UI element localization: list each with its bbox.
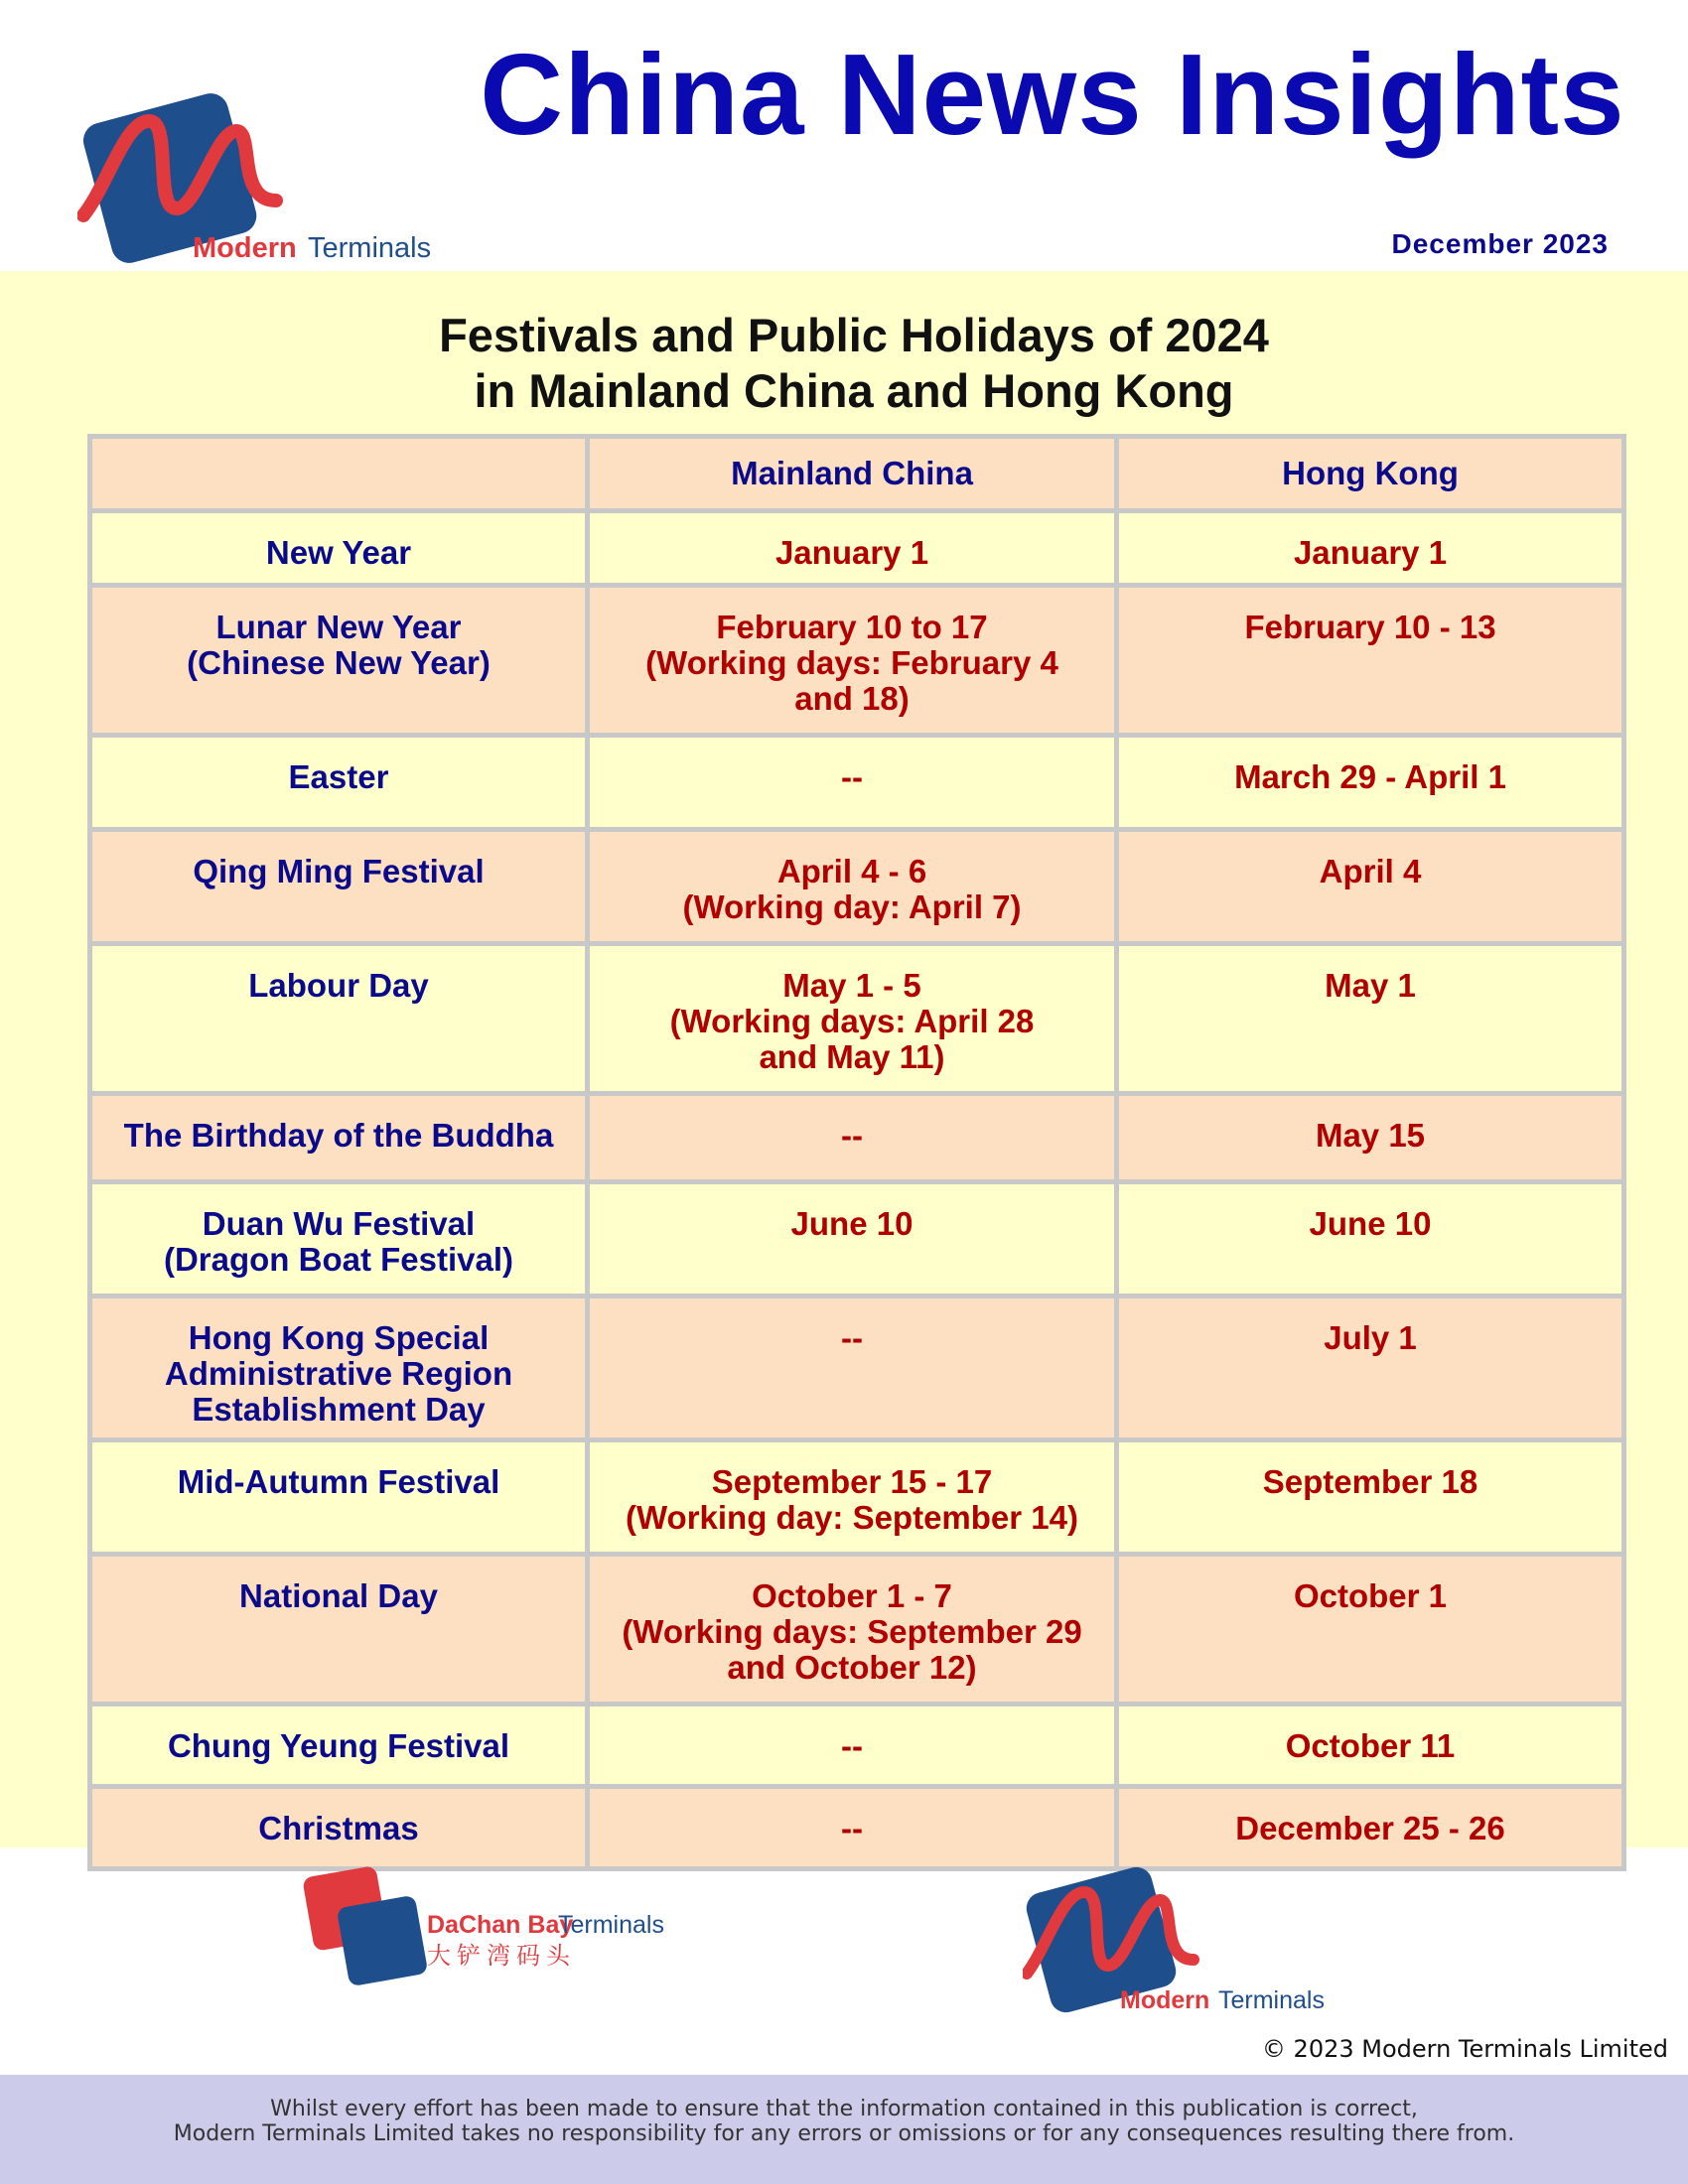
mainland-date-cell — [590, 1706, 1114, 1784]
table-row — [92, 1789, 1621, 1866]
table-row — [92, 1442, 1621, 1552]
logo-text-bold: Modern — [193, 232, 297, 264]
table-row — [92, 1298, 1621, 1437]
table-row — [92, 946, 1621, 1091]
hongkong-date-cell-line: July 1 — [1324, 1319, 1417, 1356]
festival-cell — [92, 1442, 585, 1552]
hongkong-date-cell — [1119, 588, 1621, 733]
hongkong-date-cell-line: May 15 — [1315, 1117, 1426, 1154]
festival-cell-line: New Year — [265, 534, 412, 571]
dachan-text-chinese: 大铲湾码头 — [427, 1942, 576, 1970]
mainland-date-cell-line: (Working day: September 14) — [626, 1499, 1078, 1536]
festival-cell-line: The Birthday of the Buddha — [123, 1117, 554, 1154]
page-title: China News Insights — [480, 30, 1625, 159]
hongkong-date-cell — [1119, 832, 1621, 941]
mainland-date-cell-line: May 1 - 5 — [782, 967, 921, 1004]
dachan-text-bold: DaChan Bay — [427, 1911, 574, 1939]
modern-terminals-bottom-logo — [1023, 1866, 1340, 2015]
heading-line-2: in Mainland China and Hong Kong — [474, 364, 1234, 417]
festival-cell — [92, 1789, 585, 1866]
mt-bottom-text-bold: Modern — [1120, 1986, 1210, 2014]
mt-bottom-text-rest: Terminals — [1218, 1986, 1325, 2014]
hongkong-date-cell-line: February 10 - 13 — [1244, 609, 1496, 645]
hongkong-date-cell — [1119, 513, 1621, 583]
mainland-date-cell-line: October 1 - 7 — [752, 1577, 952, 1614]
mainland-date-cell-line: (Working day: April 7) — [682, 888, 1022, 925]
table-header-row — [92, 439, 1621, 508]
festival-cell — [92, 1096, 585, 1179]
mainland-date-cell — [590, 738, 1114, 827]
festival-cell-line: (Dragon Boat Festival) — [163, 1241, 514, 1278]
hongkong-date-cell — [1119, 1442, 1621, 1552]
hongkong-date-cell-line: March 29 - April 1 — [1234, 758, 1506, 795]
festival-cell — [92, 946, 585, 1091]
festival-cell-line: Labour Day — [248, 967, 429, 1004]
festival-cell — [92, 738, 585, 827]
festival-cell-line: (Chinese New Year) — [187, 644, 491, 681]
hongkong-date-cell — [1119, 946, 1621, 1091]
dachan-navy-square-icon — [337, 1895, 429, 1987]
festival-cell-line: National Day — [239, 1577, 438, 1614]
table-row — [92, 1557, 1621, 1702]
mainland-date-cell-line: (Working days: September 29 — [622, 1613, 1082, 1650]
festival-cell-line: Hong Kong Special — [188, 1319, 490, 1356]
disclaimer-line-2: Modern Terminals Limited takes no responsibility for any errors or omissions or for any consequences resulting there from. — [173, 2121, 1515, 2146]
festival-cell-line: Lunar New Year — [215, 609, 462, 645]
hongkong-date-cell — [1119, 738, 1621, 827]
mainland-date-cell — [590, 1442, 1114, 1552]
mainland-date-cell-line: and 18) — [794, 680, 910, 717]
mainland-date-cell — [590, 832, 1114, 941]
mainland-date-cell — [590, 1096, 1114, 1179]
mainland-date-cell-line: June 10 — [790, 1205, 914, 1242]
disclaimer-footer — [0, 2075, 1688, 2184]
mainland-date-cell-line: -- — [841, 1117, 863, 1154]
hongkong-date-cell-line: May 1 — [1325, 967, 1416, 1004]
mainland-date-cell — [590, 946, 1114, 1091]
column-header-hongkong: Hong Kong — [1119, 439, 1621, 508]
festival-cell — [92, 588, 585, 733]
mainland-date-cell-line: September 15 - 17 — [711, 1463, 993, 1500]
hongkong-date-cell — [1119, 1706, 1621, 1784]
modern-terminals-logo — [77, 91, 435, 265]
mainland-date-cell — [590, 1298, 1114, 1437]
table-row — [92, 588, 1621, 733]
table-row — [92, 738, 1621, 827]
mainland-date-cell-line: -- — [841, 1319, 863, 1356]
dachan-bay-logo — [298, 1861, 695, 2010]
hongkong-date-cell-line: October 11 — [1285, 1727, 1456, 1764]
hongkong-date-cell-line: September 18 — [1262, 1463, 1478, 1500]
festival-cell — [92, 1706, 585, 1784]
mainland-date-cell-line: -- — [841, 1810, 863, 1846]
festival-cell — [92, 513, 585, 583]
mainland-date-cell — [590, 588, 1114, 733]
table-row — [92, 1184, 1621, 1294]
mainland-date-cell-line: February 10 to 17 — [716, 609, 988, 645]
festival-cell-line: Duan Wu Festival — [202, 1205, 476, 1242]
hongkong-date-cell — [1119, 1184, 1621, 1294]
table-row — [92, 1096, 1621, 1179]
hongkong-date-cell — [1119, 1096, 1621, 1179]
mainland-date-cell-line: (Working days: April 28 — [669, 1003, 1035, 1039]
table-row — [92, 513, 1621, 583]
mainland-date-cell-line: -- — [841, 1727, 863, 1764]
issue-date: December 2023 — [1391, 228, 1609, 259]
table-row — [92, 1706, 1621, 1784]
mainland-date-cell-line: (Working days: February 4 — [645, 644, 1058, 681]
mainland-date-cell-line: and October 12) — [727, 1649, 977, 1686]
logo-text-rest: Terminals — [308, 232, 432, 264]
festival-cell-line: Qing Ming Festival — [193, 853, 485, 889]
festival-cell-line: Chung Yeung Festival — [167, 1727, 510, 1764]
column-header-festival — [92, 439, 585, 508]
festival-cell-line: Administrative Region — [164, 1355, 513, 1392]
hongkong-date-cell-line: December 25 - 26 — [1235, 1810, 1505, 1846]
festival-cell-line: Easter — [288, 758, 389, 795]
copyright: © 2023 Modern Terminals Limited — [1261, 2035, 1668, 2063]
mainland-date-cell-line: -- — [841, 758, 863, 795]
dachan-text-rest: Terminals — [558, 1911, 664, 1939]
festival-cell — [92, 1184, 585, 1294]
festival-cell-line: Establishment Day — [192, 1391, 486, 1428]
section-heading — [0, 308, 1688, 419]
hongkong-date-cell-line: April 4 — [1319, 853, 1422, 889]
mainland-date-cell-line: April 4 - 6 — [776, 853, 927, 889]
festival-cell — [92, 1298, 585, 1437]
hongkong-date-cell-line: June 10 — [1309, 1205, 1432, 1242]
mainland-date-cell-line: January 1 — [774, 534, 929, 571]
table-row — [92, 832, 1621, 941]
hongkong-date-cell — [1119, 1298, 1621, 1437]
mainland-date-cell — [590, 513, 1114, 583]
holidays-table — [87, 434, 1626, 1871]
mainland-date-cell — [590, 1789, 1114, 1866]
mainland-date-cell — [590, 1184, 1114, 1294]
festival-cell-line: Christmas — [258, 1810, 419, 1846]
mainland-date-cell — [590, 1557, 1114, 1702]
hongkong-date-cell-line: January 1 — [1293, 534, 1448, 571]
mainland-date-cell-line: and May 11) — [759, 1038, 945, 1075]
hongkong-date-cell — [1119, 1789, 1621, 1866]
hongkong-date-cell — [1119, 1557, 1621, 1702]
festival-cell-line: Mid-Autumn Festival — [177, 1463, 500, 1500]
disclaimer-line-1: Whilst every effort has been made to ensure that the information contained in this publication is correct, — [270, 2097, 1418, 2121]
hongkong-date-cell-line: October 1 — [1293, 1577, 1448, 1614]
column-header-mainland: Mainland China — [590, 439, 1114, 508]
festival-cell — [92, 832, 585, 941]
festival-cell — [92, 1557, 585, 1702]
heading-line-1: Festivals and Public Holidays of 2024 — [439, 309, 1269, 361]
